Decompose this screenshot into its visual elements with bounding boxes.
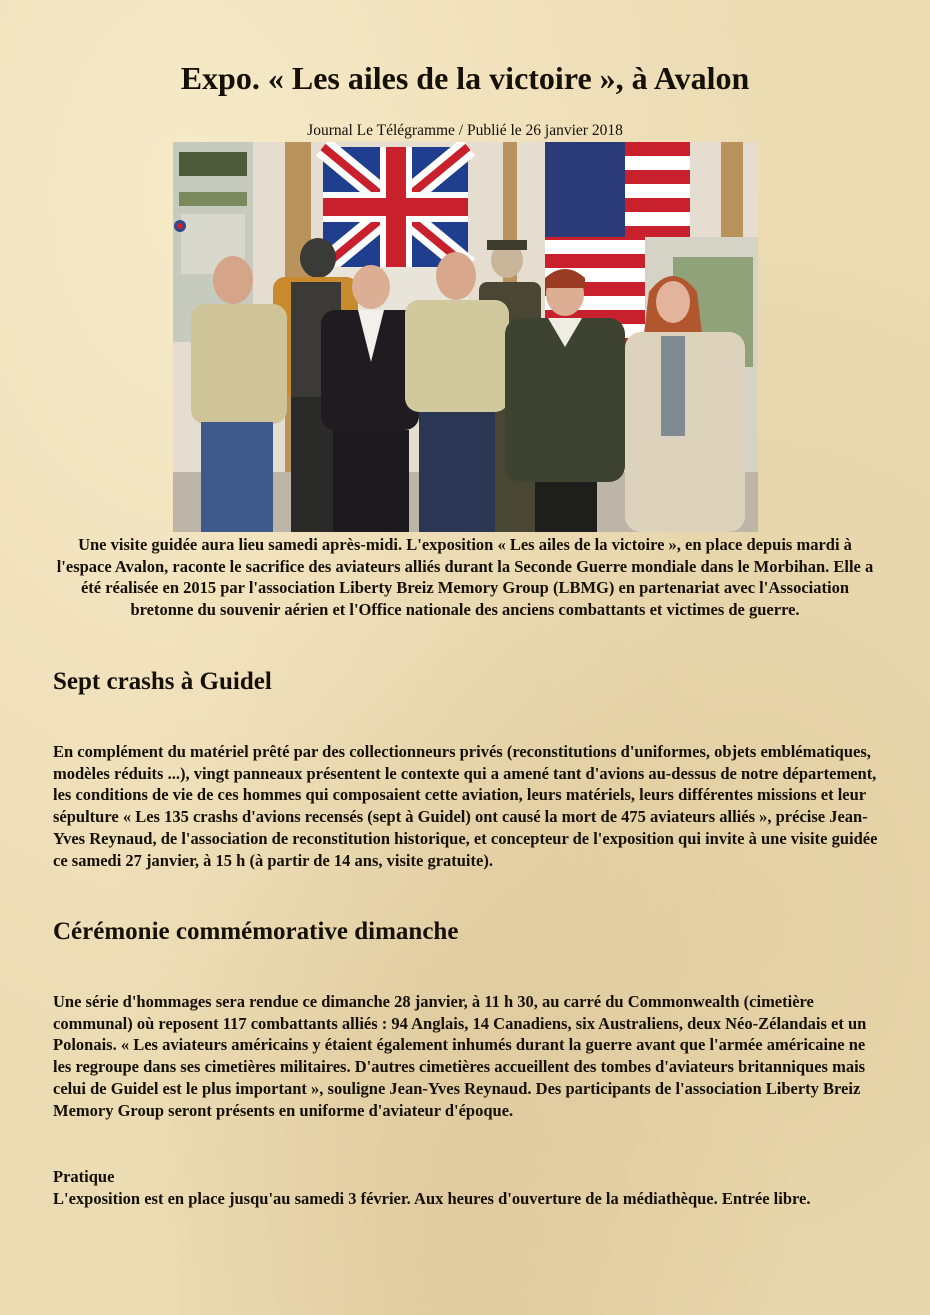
section-heading-ceremonie: Cérémonie commémorative dimanche <box>53 918 459 945</box>
section-heading-crashs: Sept crashs à Guidel <box>53 668 272 695</box>
article-title: Expo. « Les ailes de la victoire », à Avalon <box>180 60 750 96</box>
section-body-ceremonie <box>53 991 883 1121</box>
practical-block <box>53 1166 883 1209</box>
article-source: Journal Le Télégramme / Publié le 26 janvier 2018 <box>307 122 623 139</box>
crashs-paragraph: En complément du matériel prêté par des collectionneurs privés (reconstitutions d'uniformes, objets emblématiques, modèles réduits ...), vingt panneaux présentent le contexte qui a amené tant d'avions au-dessus de notre département, les conditions de vie de ces hommes qui composaient cette aviation, leurs matériels, leurs différentes missions et leur sépulture « Les 135 crashs d'avions recensés (sept à Guidel) ont causé la mort de 475 aviateurs alliés », précise Jean-Yves Reynaud, de l'association de reconstitution historique, et concepteur de l'exposition qui invite à une visite guidée ce samedi 27 janvier, à 15 h (à partir de 14 ans, visite gratuite). <box>53 742 878 870</box>
practical-body: L'exposition est en place jusqu'au samedi 3 février. Aux heures d'ouverture de la médiathèque. Entrée libre. <box>53 1188 811 1208</box>
section-body-crashs <box>53 741 883 871</box>
article-photo <box>173 142 758 532</box>
photo-caption: Une visite guidée aura lieu samedi après-midi. L'exposition « Les ailes de la victoire », en place depuis mardi à l'espace Avalon, raconte le sacrifice des aviateurs alliés durant la Seconde Guerre mondiale dans le Morbihan. Elle a été réalisée en 2015 par l'association Liberty Breiz Memory Group (LBMG) en partenariat avec l'Association bretonne du souvenir aérien et l'Office nationale des anciens combattants et victimes de guerre. <box>56 535 874 619</box>
ceremonie-paragraph: Une série d'hommages sera rendue ce dimanche 28 janvier, à 11 h 30, au carré du Commonwealth (cimetière communal) où reposent 117 combattants alliés : 94 Anglais, 14 Canadiens, six Australiens, deux Néo-Zélandais et un Polonais. « Les aviateurs américains y étaient également inhumés durant la guerre avant que l'armée américaine ne les regroupe dans ses cimetières militaires. D'autres cimetières accueillent des tombes d'aviateurs britanniques mais celui de Guidel est le plus important », souligne Jean-Yves Reynaud. Des participants de l'association Liberty Breiz Memory Group seront présents en uniforme d'aviateur d'époque. <box>53 992 867 1120</box>
practical-label: Pratique <box>53 1167 115 1186</box>
